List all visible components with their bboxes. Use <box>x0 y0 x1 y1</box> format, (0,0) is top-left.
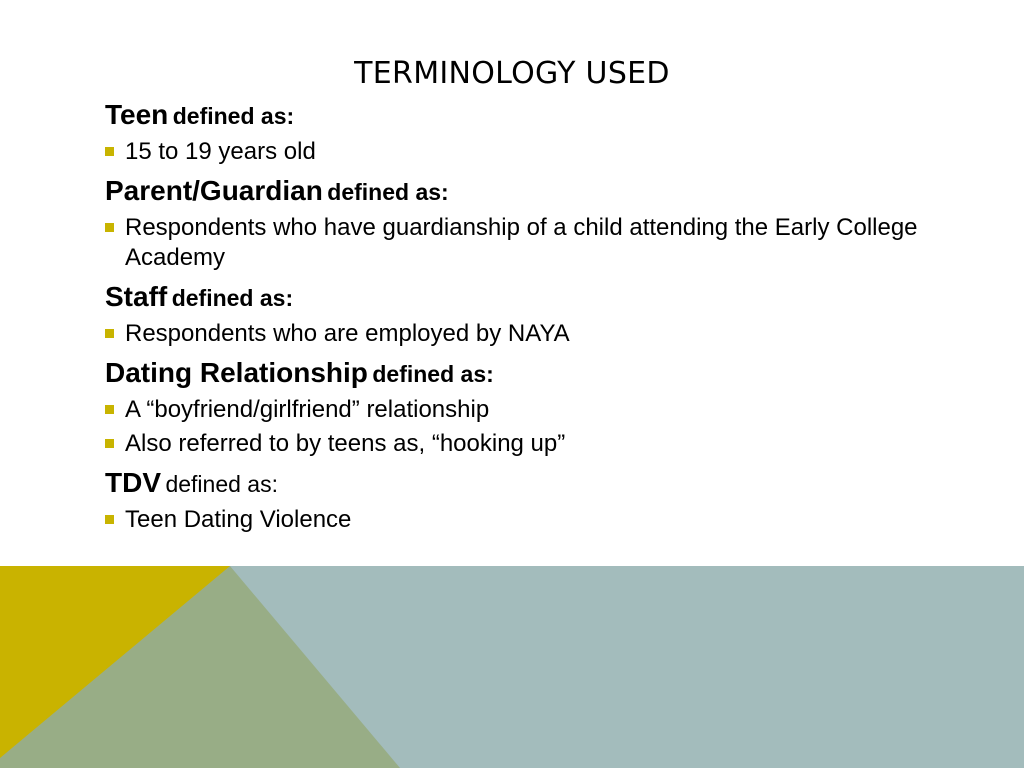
term-staff <box>105 280 935 349</box>
bullet-text: 15 to 19 years old <box>125 138 316 165</box>
term-bullets <box>105 137 935 167</box>
term-suffix: defined as: <box>172 103 295 129</box>
term-heading <box>105 356 935 395</box>
bullet-text: Also referred to by teens as, “hooking up” <box>125 430 566 457</box>
bullet-text: A “boyfriend/girlfriend” relationship <box>125 396 490 423</box>
term-suffix: defined as: <box>171 285 294 311</box>
square-bullet-icon <box>105 405 114 414</box>
term-name: Parent/Guardian <box>105 175 323 206</box>
bullet-item <box>105 395 935 425</box>
decorative-footer-band <box>0 566 1024 768</box>
square-bullet-icon <box>105 329 114 338</box>
term-bullets <box>105 505 935 535</box>
term-bullets <box>105 319 935 349</box>
term-name: TDV <box>105 467 161 498</box>
square-bullet-icon <box>105 223 114 232</box>
bullet-item <box>105 137 935 167</box>
term-name: Dating Relationship <box>105 357 368 388</box>
bullet-text: Teen Dating Violence <box>125 506 352 533</box>
bullet-item <box>105 429 935 459</box>
bullet-text: Respondents who have guardianship of a child attending the Early College Academy <box>125 214 918 271</box>
term-tdv <box>105 466 935 535</box>
square-bullet-icon <box>105 515 114 524</box>
term-heading <box>105 466 935 505</box>
bullet-item <box>105 319 935 349</box>
term-name: Staff <box>105 281 168 312</box>
slide-title: TERMINOLOGY USED <box>354 56 670 91</box>
bullet-text: Respondents who are employed by NAYA <box>125 320 570 347</box>
term-name: Teen <box>105 99 169 130</box>
term-heading <box>105 174 935 213</box>
term-teen <box>105 98 935 167</box>
term-heading <box>105 280 935 319</box>
bullet-item <box>105 505 935 535</box>
terms-list <box>105 98 935 542</box>
term-suffix: defined as: <box>327 179 449 205</box>
term-bullets <box>105 395 935 459</box>
square-bullet-icon <box>105 147 114 156</box>
term-heading <box>105 98 935 137</box>
term-bullets <box>105 213 935 273</box>
bullet-item <box>105 213 935 273</box>
square-bullet-icon <box>105 439 114 448</box>
term-suffix: defined as: <box>165 471 278 497</box>
term-suffix: defined as: <box>372 361 494 387</box>
term-dating-relationship <box>105 356 935 459</box>
term-parent-guardian <box>105 174 935 273</box>
